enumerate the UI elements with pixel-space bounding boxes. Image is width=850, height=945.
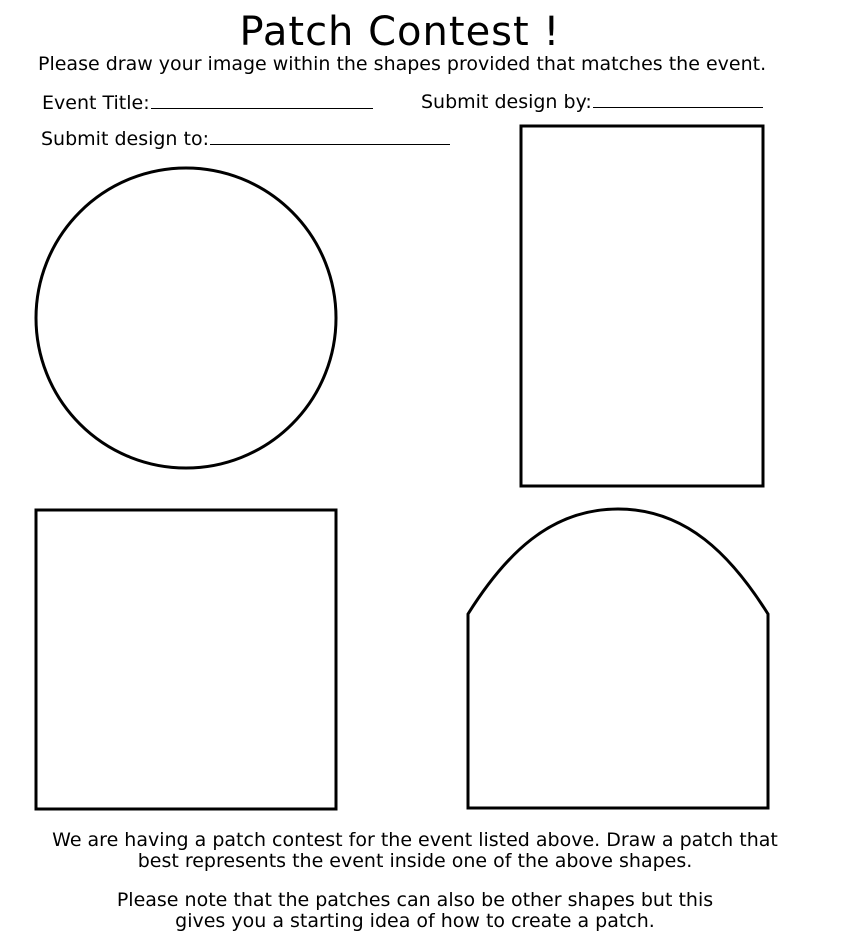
submit-to-label: Submit design to: — [41, 128, 209, 150]
note-line-2: gives you a starting idea of how to create a patch. — [175, 910, 655, 932]
note-line-1: Please note that the patches can also be other shapes but this — [116, 889, 714, 911]
square-shape — [36, 510, 336, 809]
circle-shape — [36, 168, 336, 468]
contest-line-2: best represents the event inside one of the above shapes. — [137, 850, 693, 872]
event-title-label: Event Title: — [42, 92, 150, 114]
note-description — [0, 890, 830, 932]
submit-by-label: Submit design by: — [421, 91, 592, 113]
page-title: Patch Contest ! — [239, 9, 561, 55]
contest-description — [0, 830, 830, 872]
contest-line-1: We are having a patch contest for the event listed above. Draw a patch that — [52, 829, 778, 851]
arch-shape — [468, 509, 768, 808]
instruction-text: Please draw your image within the shapes provided that matches the event. — [38, 53, 767, 75]
rectangle-shape — [521, 126, 763, 486]
